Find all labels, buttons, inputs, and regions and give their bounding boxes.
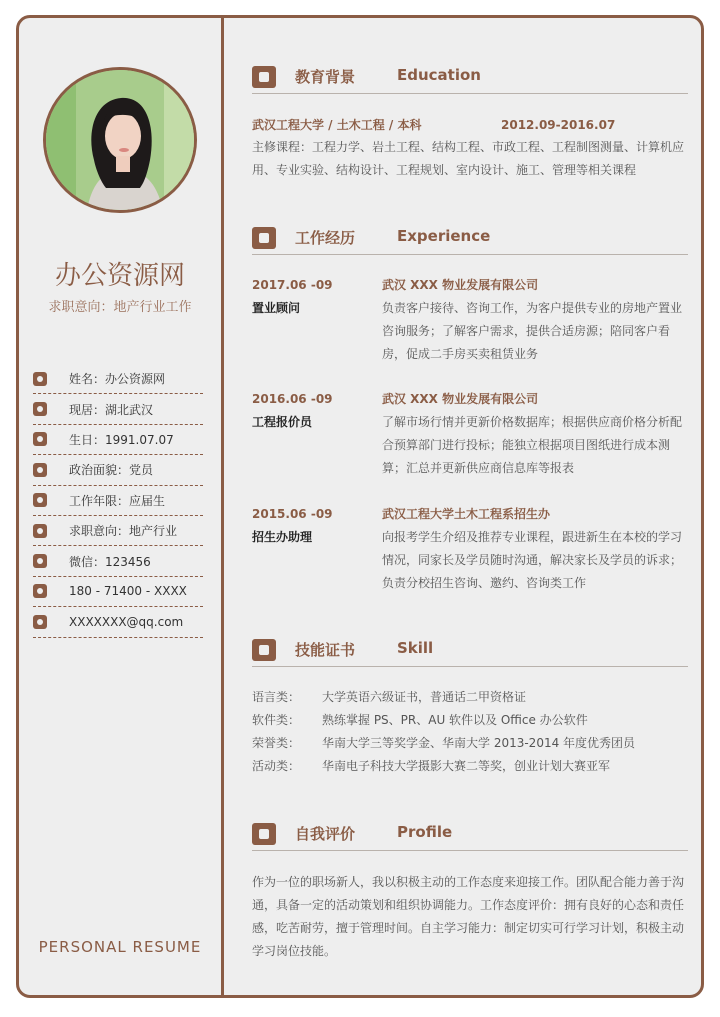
candidate-name: 办公资源网 (54, 261, 185, 291)
mail-icon (33, 615, 47, 629)
skill-value: 熟练掌握 PS、PR、AU 软件以及 Office 办公软件 (322, 713, 588, 727)
section-title-en: Skill (397, 639, 434, 657)
avatar (43, 67, 197, 213)
skill-value: 华南大学三等奖学金、华南大学 2013-2014 年度优秀团员 (322, 736, 636, 750)
education-school: 武汉工程大学 / 土木工程 / 本科 (252, 118, 422, 132)
badge-icon (33, 463, 47, 477)
info-text: 求职意向：地产行业 (69, 524, 178, 539)
location-icon (33, 402, 47, 416)
info-text: 现居：湖北武汉 (69, 402, 154, 417)
experience-role: 工程报价员 (252, 415, 313, 429)
experience-date: 2015.06 -09 (252, 507, 333, 521)
experience-desc: 向报考学生介绍及推荐专业课程，跟进新生在本校的学习情况，同家长及学员随时沟通，解决家长及学员的诉求；负责分校招生咨询、邀约、咨询类工作 (382, 530, 683, 590)
experience-company: 武汉 XXX 物业发展有限公司 (382, 278, 539, 292)
skill-label: 语言类： (252, 690, 301, 704)
info-text: 政治面貌：党员 (69, 463, 154, 478)
section-title-en: Experience (397, 227, 491, 245)
info-wechat (33, 546, 203, 576)
personal-resume-footer: PERSONAL RESUME (38, 938, 202, 956)
info-work-years (33, 486, 203, 516)
phone-icon (33, 584, 47, 598)
info-text: 微信：123456 (69, 554, 151, 569)
education-period: 2012.09-2016.07 (501, 118, 616, 132)
briefcase-icon (252, 227, 276, 249)
experience-role: 置业顾问 (252, 301, 301, 315)
profile-text: 作为一位的职场新人，我以积极主动的工作态度来迎接工作。团队配合能力善于沟通，具备一定的活动策划和组织协调能力。工作态度评价：拥有良好的心态和责任感，吃苦耐劳，擅于管理时间。自主学习能力：制定切实可行学习计划，积极主动学习岗位技能。 (252, 875, 685, 958)
main-content (224, 18, 701, 995)
section-title-cn: 技能证书 (295, 641, 356, 659)
info-birthday (33, 425, 203, 455)
skill-value: 华南电子科技大学摄影大赛二等奖，创业计划大赛亚军 (322, 759, 611, 773)
info-text: 180 - 71400 - XXXX (69, 584, 187, 599)
section-title-en: Profile (397, 823, 453, 841)
skill-label: 活动类： (252, 759, 301, 773)
profile-header (252, 821, 688, 851)
hourglass-icon (33, 432, 47, 446)
experience-date: 2017.06 -09 (252, 278, 333, 292)
info-phone (33, 577, 203, 607)
section-title-cn: 工作经历 (295, 229, 356, 247)
section-title-en: Education (397, 66, 481, 84)
job-intent: 求职意向：地产行业工作 (48, 300, 192, 315)
info-text: XXXXXXX@qq.com (69, 614, 184, 629)
section-title-cn: 教育背景 (295, 68, 356, 86)
skill-label: 软件类： (252, 713, 301, 727)
experience-date: 2016.06 -09 (252, 392, 333, 406)
info-email (33, 607, 203, 637)
portrait-photo-icon (46, 70, 197, 213)
user-icon (33, 372, 47, 386)
wechat-icon (33, 554, 47, 568)
experience-company: 武汉 XXX 物业发展有限公司 (382, 392, 539, 406)
info-political (33, 455, 203, 485)
info-text: 工作年限：应届生 (69, 493, 166, 508)
target-icon (33, 524, 47, 538)
experience-role: 招生办助理 (252, 530, 313, 544)
certificate-icon (252, 639, 276, 661)
education-courses: 主修课程：工程力学、岩土工程、结构工程、市政工程、工程制图测量、计算机应用、专业实验、结构设计、工程规划、室内设计、施工、管理等相关课程 (252, 140, 685, 177)
resume-frame (16, 15, 704, 998)
skill-header (252, 637, 688, 667)
education-header (252, 64, 688, 94)
experience-header (252, 225, 688, 255)
experience-desc: 了解市场行情并更新价格数据库；根据供应商价格分析配合预算部门进行投标；能独立根据项目图纸进行成本测算；汇总并更新供应商信息库等报表 (382, 415, 683, 475)
skill-label: 荣誉类： (252, 736, 301, 750)
info-text: 姓名：办公资源网 (69, 372, 166, 387)
experience-desc: 负责客户接待、咨询工作，为客户提供专业的房地产置业咨询服务；了解客户需求，提供合适房源；陪同客户看房，促成二手房买卖租赁业务 (382, 301, 683, 361)
skill-value: 大学英语六级证书，普通话二甲资格证 (322, 690, 527, 704)
info-name (33, 364, 203, 394)
graduation-cap-icon (252, 66, 276, 88)
info-text: 生日：1991.07.07 (69, 432, 174, 447)
person-icon (252, 823, 276, 845)
section-title-cn: 自我评价 (295, 825, 356, 843)
briefcase-icon (33, 493, 47, 507)
experience-company: 武汉工程大学土木工程系招生办 (382, 507, 551, 521)
info-intent (33, 516, 203, 546)
personal-info-list (33, 364, 203, 638)
info-residence (33, 394, 203, 424)
sidebar (19, 18, 221, 995)
